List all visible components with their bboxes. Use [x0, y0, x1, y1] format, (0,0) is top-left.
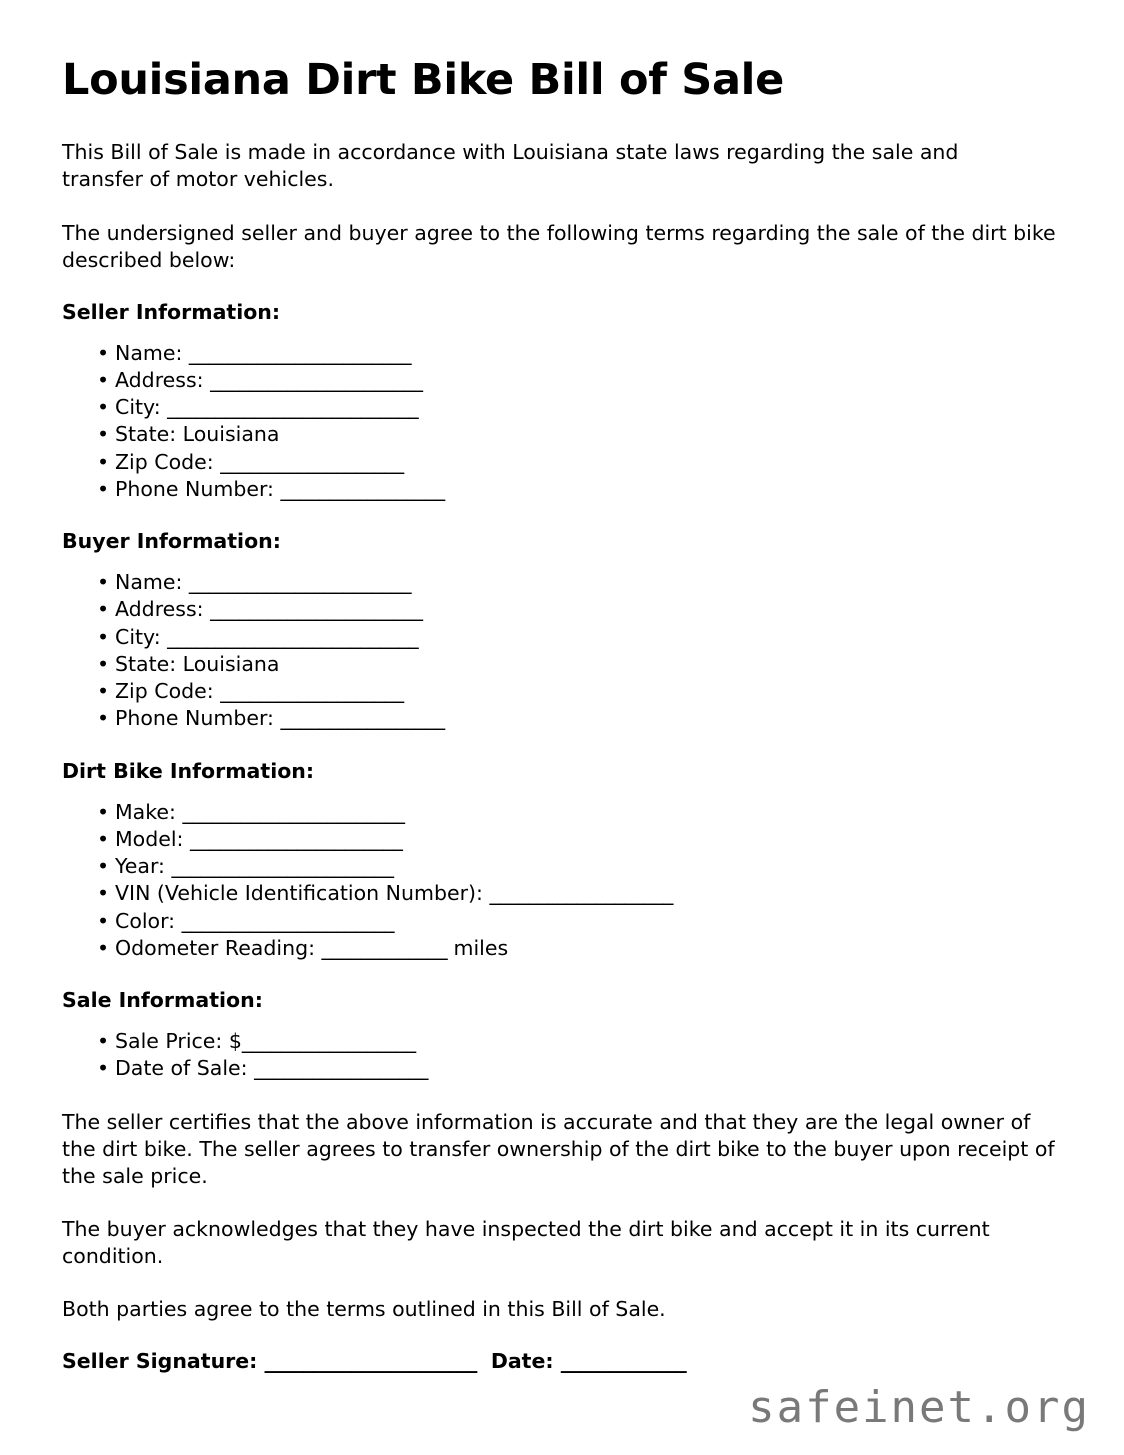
- list-item: [62, 799, 1062, 826]
- acknowledgement-paragraph: The buyer acknowledges that they have inspected the dirt bike and accept it in its current condition.: [62, 1216, 990, 1268]
- field-label: City:: [115, 624, 168, 649]
- list-item: [62, 340, 1062, 367]
- field-label: Odometer Reading:: [115, 935, 322, 960]
- seller-information-heading: Seller Information:: [62, 299, 281, 324]
- agreement-paragraph: Both parties agree to the terms outlined in this Bill of Sale.: [62, 1296, 666, 1321]
- date-blank[interactable]: _____________: [560, 1348, 687, 1373]
- list-item: [62, 651, 1062, 678]
- intro-paragraph: This Bill of Sale is made in accordance with Louisiana state laws regarding the sale and transfer of motor vehicles.: [62, 140, 959, 192]
- field-label: State: Louisiana: [115, 422, 280, 447]
- field-blank[interactable]: __________________: [241, 1029, 416, 1054]
- seller-signature-label: Seller Signature:: [62, 1348, 265, 1373]
- list-item: [62, 569, 1062, 596]
- field-blank[interactable]: _______________________: [182, 799, 405, 824]
- field-label: City:: [115, 395, 168, 420]
- field-label: Zip Code:: [115, 679, 221, 704]
- certification-paragraph: The seller certifies that the above information is accurate and that they are the legal owner of the dirt bike. The seller agrees to transfer ownership of the dirt bike to the buyer upon receipt of the sale price.: [62, 1109, 1055, 1188]
- field-label: Phone Number:: [115, 476, 281, 501]
- field-label: Color:: [115, 908, 182, 933]
- field-label: State: Louisiana: [115, 651, 280, 676]
- list-item: [62, 624, 1062, 651]
- terms-paragraph: The undersigned seller and buyer agree to the following terms regarding the sale of the dirt bike described below:: [62, 220, 1056, 272]
- dirt-bike-information-list: [62, 799, 1062, 963]
- signature-row: [62, 1349, 1062, 1373]
- field-blank[interactable]: ______________________: [189, 826, 403, 851]
- field-suffix: miles: [446, 935, 509, 960]
- sale-information-heading: Sale Information:: [62, 988, 263, 1013]
- field-label: Sale Price: $: [115, 1029, 242, 1054]
- field-blank[interactable]: ______________________: [210, 597, 423, 622]
- buyer-information-list: [62, 569, 1062, 733]
- field-label: Address:: [115, 597, 211, 622]
- list-item: [62, 826, 1062, 853]
- field-label: Make:: [115, 799, 183, 824]
- field-label: Zip Code:: [115, 449, 221, 474]
- list-item: [62, 678, 1062, 705]
- watermark: safeinet.org: [748, 1382, 1090, 1433]
- field-label: Phone Number:: [115, 706, 281, 731]
- field-blank[interactable]: ______________________: [210, 367, 423, 392]
- field-blank[interactable]: _______________________: [171, 854, 394, 879]
- dirt-bike-information-heading: Dirt Bike Information:: [62, 758, 315, 783]
- field-label: Name:: [115, 570, 189, 595]
- list-item: [62, 394, 1062, 421]
- list-item: [62, 421, 1062, 448]
- field-blank[interactable]: _______________________: [188, 340, 411, 365]
- list-item: [62, 908, 1062, 935]
- field-label: Model:: [115, 826, 190, 851]
- field-blank[interactable]: ______________________: [181, 908, 394, 933]
- list-item: [62, 367, 1062, 394]
- buyer-information-heading: Buyer Information:: [62, 529, 281, 554]
- list-item: [62, 880, 1062, 907]
- field-blank[interactable]: _________________: [280, 706, 445, 731]
- list-item: [62, 1028, 1062, 1055]
- field-blank[interactable]: _________________: [280, 476, 445, 501]
- field-label: Name:: [115, 340, 189, 365]
- field-blank[interactable]: ___________________: [220, 679, 404, 704]
- sale-information-list: [62, 1028, 1062, 1083]
- list-item: [62, 476, 1062, 503]
- field-blank[interactable]: ___________________: [489, 881, 673, 906]
- list-item: [62, 705, 1062, 732]
- field-label: Year:: [115, 854, 172, 879]
- list-item: [62, 1055, 1062, 1082]
- field-blank[interactable]: __________________________: [167, 395, 419, 420]
- field-blank[interactable]: __________________: [254, 1056, 428, 1081]
- field-blank[interactable]: ___________________: [220, 449, 404, 474]
- field-label: Address:: [115, 367, 211, 392]
- list-item: [62, 853, 1062, 880]
- field-label: Date of Sale:: [115, 1056, 255, 1081]
- field-label: VIN (Vehicle Identification Number):: [115, 881, 490, 906]
- list-item: [62, 935, 1062, 962]
- field-blank[interactable]: __________________________: [167, 624, 419, 649]
- date-label: Date:: [490, 1348, 561, 1373]
- field-blank[interactable]: _______________________: [188, 570, 411, 595]
- list-item: [62, 449, 1062, 476]
- seller-information-list: [62, 340, 1062, 504]
- page-title: Louisiana Dirt Bike Bill of Sale: [62, 55, 784, 105]
- seller-signature-blank[interactable]: ______________________: [264, 1348, 477, 1373]
- field-blank[interactable]: _____________: [321, 935, 447, 960]
- list-item: [62, 596, 1062, 623]
